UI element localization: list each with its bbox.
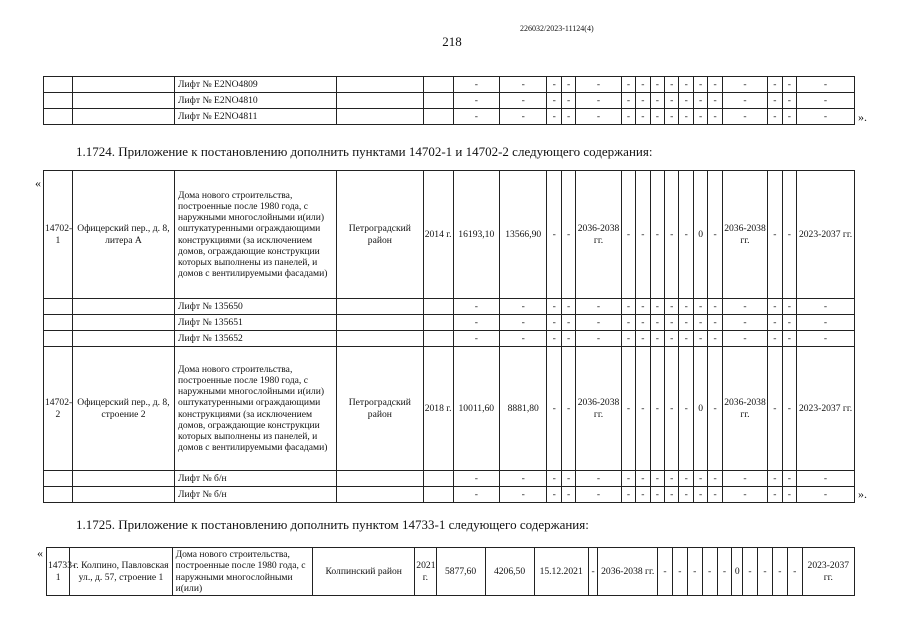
cell-value: - [693, 487, 707, 503]
cell-value: - [636, 93, 650, 109]
cell-value: - [782, 315, 796, 331]
cell-value: - [768, 93, 782, 109]
entry-year: 2021 г. [415, 548, 436, 596]
paragraph-1725: 1.1725. Приложение к постановлению дополнить пунктом 14733-1 следующего содержания: [76, 517, 589, 532]
cell-value: - [621, 77, 635, 93]
cell-value: - [636, 109, 650, 125]
entry-district: Петроградский район [337, 171, 424, 299]
cell-value: - [547, 93, 561, 109]
opening-quote-3: « [37, 546, 43, 560]
entry-row [44, 171, 855, 299]
cell-value: - [650, 471, 664, 487]
cell-empty [423, 109, 453, 125]
cell-value: - [768, 331, 782, 347]
cell-value: - [636, 331, 650, 347]
cell-empty [337, 331, 424, 347]
cell-value: - [547, 299, 561, 315]
cell-value: - [561, 471, 575, 487]
entry-area-living: 4206,50 [485, 548, 534, 596]
lift-name: Лифт № E2NO4811 [175, 109, 337, 125]
entry-number: 14702-1 [44, 171, 73, 299]
cell-value: - [561, 347, 575, 471]
cell-value: - [665, 347, 679, 471]
entry-district: Петроградский район [337, 347, 424, 471]
entry-period: 2023-2037 гг. [797, 347, 855, 471]
entry-period: 2036-2038 гг. [576, 347, 621, 471]
cell-value: - [650, 347, 664, 471]
cell-empty [423, 77, 453, 93]
cell-value: - [679, 315, 693, 331]
cell-value: - [693, 315, 707, 331]
cell-value: - [717, 548, 732, 596]
cell-value: - [576, 109, 621, 125]
cell-empty [72, 331, 174, 347]
cell-value: - [665, 93, 679, 109]
cell-value: - [797, 93, 855, 109]
cell-value: - [650, 77, 664, 93]
cell-value: - [722, 471, 767, 487]
cell-empty [337, 471, 424, 487]
table-main [43, 170, 855, 503]
cell-value: - [782, 347, 796, 471]
cell-value: - [743, 548, 758, 596]
cell-empty [423, 471, 453, 487]
cell-value: - [722, 487, 767, 503]
entry-address: г. Колпино, Павловская ул., д. 57, строение 1 [70, 548, 172, 596]
cell-value: - [636, 315, 650, 331]
cell-value: - [650, 109, 664, 125]
cell-value: - [708, 331, 722, 347]
cell-value: - [768, 347, 782, 471]
cell-value: - [693, 109, 707, 125]
cell-value: - [650, 315, 664, 331]
cell-value: - [782, 77, 796, 93]
cell-value: - [708, 315, 722, 331]
cell-value: - [621, 109, 635, 125]
cell-value: - [702, 548, 717, 596]
entry-address: Офицерский пер., д. 8, литера А [72, 171, 174, 299]
cell-value: - [665, 77, 679, 93]
cell-value: - [453, 299, 499, 315]
document-code: 226032/2023-11124(4) [520, 24, 594, 33]
cell-value: - [722, 331, 767, 347]
cell-empty [72, 315, 174, 331]
cell-value: - [768, 471, 782, 487]
cell-value: - [693, 93, 707, 109]
cell-value: - [679, 471, 693, 487]
entry-district: Колпинский район [313, 548, 415, 596]
entry-description: Дома нового строительства, построенные после 1980 года, с наружными многослойными и(или) оштукатуренными ограждающими конструкциями (за исключением домов, ограждающие конструкции которых выполнены из панелей, и домов с вентилируемыми фасадами) [175, 347, 337, 471]
cell-value: - [547, 109, 561, 125]
cell-value: - [722, 299, 767, 315]
cell-value: - [576, 77, 621, 93]
cell-value: - [782, 471, 796, 487]
cell-value: - [722, 109, 767, 125]
page-number: 218 [442, 34, 462, 49]
cell-value: - [576, 299, 621, 315]
cell-value: - [772, 548, 787, 596]
cell-value: - [708, 471, 722, 487]
cell-value: - [782, 331, 796, 347]
lift-name: Лифт № б/н [175, 487, 337, 503]
cell-empty [423, 331, 453, 347]
entry-number: 14702-2 [44, 347, 73, 471]
entry-area-living: 13566,90 [500, 171, 547, 299]
entry-area-total: 5877,60 [436, 548, 485, 596]
cell-value: - [665, 331, 679, 347]
lift-name: Лифт № 135651 [175, 315, 337, 331]
cell-value: - [679, 487, 693, 503]
cell-empty [72, 77, 174, 93]
cell-value: - [500, 331, 547, 347]
entry-description: Дома нового строительства, построенные после 1980 года, с наружными многослойными и(или) оштукатуренными ограждающими конструкциями (за исключением домов, ограждающие конструкции которых выполнены из панелей, и домов с вентилируемыми фасадами) [175, 171, 337, 299]
lift-name: Лифт № б/н [175, 471, 337, 487]
cell-value: - [708, 487, 722, 503]
table-continuation [43, 76, 855, 125]
cell-empty [72, 471, 174, 487]
entry-description: Дома нового строительства, построенные после 1980 года, с наружными многослойными и(или) [172, 548, 313, 596]
cell-value: - [636, 487, 650, 503]
cell-empty [44, 487, 73, 503]
cell-empty [337, 93, 424, 109]
cell-empty [337, 315, 424, 331]
cell-empty [423, 93, 453, 109]
lift-row [44, 331, 855, 347]
cell-value: 0 [693, 171, 707, 299]
cell-value: - [547, 347, 561, 471]
cell-value: - [665, 171, 679, 299]
cell-value: - [453, 93, 499, 109]
cell-value: - [547, 77, 561, 93]
cell-empty [44, 77, 73, 93]
cell-value: - [708, 171, 722, 299]
entry-year: 2014 г. [423, 171, 453, 299]
table-row [44, 77, 855, 93]
cell-value: - [561, 109, 575, 125]
cell-empty [72, 299, 174, 315]
cell-value: - [797, 109, 855, 125]
cell-value: - [768, 171, 782, 299]
cell-value: - [768, 315, 782, 331]
cell-value: - [687, 548, 702, 596]
cell-value: - [621, 171, 635, 299]
cell-value: - [679, 299, 693, 315]
cell-value: - [636, 171, 650, 299]
cell-value: - [561, 171, 575, 299]
cell-value: - [665, 315, 679, 331]
cell-value: - [797, 471, 855, 487]
cell-empty [337, 299, 424, 315]
cell-value: - [708, 93, 722, 109]
closing-quote: ». [858, 110, 867, 124]
cell-value: - [782, 171, 796, 299]
cell-empty [44, 299, 73, 315]
cell-value: - [722, 77, 767, 93]
cell-value: - [768, 299, 782, 315]
cell-value: - [782, 109, 796, 125]
cell-value: - [708, 77, 722, 93]
cell-value: - [561, 331, 575, 347]
cell-value: - [636, 471, 650, 487]
cell-value: - [665, 299, 679, 315]
cell-value: - [650, 93, 664, 109]
cell-value: - [621, 471, 635, 487]
cell-value: - [782, 299, 796, 315]
cell-value: - [679, 77, 693, 93]
entry-period: 2023-2037 гг. [802, 548, 854, 596]
cell-empty [72, 93, 174, 109]
cell-value: - [621, 331, 635, 347]
cell-value: - [650, 331, 664, 347]
cell-empty [44, 331, 73, 347]
cell-value: - [621, 299, 635, 315]
cell-value: - [797, 487, 855, 503]
cell-empty [72, 487, 174, 503]
paragraph-1724: 1.1724. Приложение к постановлению дополнить пунктами 14702-1 и 14702-2 следующего содержания: [76, 144, 653, 159]
cell-value: - [576, 93, 621, 109]
closing-quote-2: ». [858, 487, 867, 501]
cell-value: - [547, 171, 561, 299]
entry-row [47, 548, 855, 596]
cell-value: - [665, 471, 679, 487]
entry-date: 15.12.2021 [534, 548, 588, 596]
entry-period: 2036-2038 гг. [722, 347, 767, 471]
entry-year: 2018 г. [423, 347, 453, 471]
lift-row [44, 299, 855, 315]
cell-value: - [453, 77, 499, 93]
table-row [44, 109, 855, 125]
cell-value: - [621, 93, 635, 109]
lift-name: Лифт № E2NO4809 [175, 77, 337, 93]
lift-row [44, 471, 855, 487]
cell-value: - [693, 471, 707, 487]
cell-value: - [708, 299, 722, 315]
cell-value: - [547, 487, 561, 503]
cell-value: - [500, 471, 547, 487]
cell-value: - [797, 299, 855, 315]
cell-value: 0 [732, 548, 743, 596]
cell-value: - [693, 77, 707, 93]
cell-value: - [768, 487, 782, 503]
cell-value: - [797, 77, 855, 93]
cell-empty [44, 109, 73, 125]
cell-value: - [636, 347, 650, 471]
cell-value: - [588, 548, 598, 596]
cell-empty [423, 299, 453, 315]
cell-empty [44, 315, 73, 331]
cell-value: - [672, 548, 687, 596]
cell-value: - [797, 315, 855, 331]
cell-value: - [500, 77, 547, 93]
cell-value: - [679, 171, 693, 299]
cell-value: - [722, 93, 767, 109]
cell-empty [423, 487, 453, 503]
table-bottom [46, 547, 855, 596]
entry-area-living: 8881,80 [500, 347, 547, 471]
cell-value: - [650, 171, 664, 299]
cell-value: 0 [693, 347, 707, 471]
entry-row [44, 347, 855, 471]
entry-period: 2023-2037 гг. [797, 171, 855, 299]
cell-value: - [561, 315, 575, 331]
cell-value: - [679, 331, 693, 347]
cell-value: - [621, 487, 635, 503]
cell-value: - [500, 93, 547, 109]
cell-empty [44, 471, 73, 487]
cell-value: - [453, 331, 499, 347]
cell-value: - [797, 331, 855, 347]
cell-value: - [576, 471, 621, 487]
cell-value: - [636, 77, 650, 93]
cell-value: - [561, 77, 575, 93]
cell-value: - [500, 299, 547, 315]
cell-value: - [621, 347, 635, 471]
cell-value: - [665, 487, 679, 503]
cell-value: - [679, 93, 693, 109]
cell-value: - [650, 299, 664, 315]
cell-value: - [547, 471, 561, 487]
cell-value: - [561, 487, 575, 503]
lift-name: Лифт № 135652 [175, 331, 337, 347]
cell-value: - [561, 93, 575, 109]
cell-value: - [679, 109, 693, 125]
lift-name: Лифт № 135650 [175, 299, 337, 315]
entry-number: 14733-1 [47, 548, 70, 596]
cell-value: - [453, 471, 499, 487]
cell-value: - [453, 315, 499, 331]
cell-empty [72, 109, 174, 125]
cell-value: - [500, 109, 547, 125]
cell-value: - [453, 109, 499, 125]
cell-value: - [547, 315, 561, 331]
cell-value: - [636, 299, 650, 315]
lift-row [44, 315, 855, 331]
entry-area-total: 10011,60 [453, 347, 499, 471]
cell-empty [423, 315, 453, 331]
lift-row [44, 487, 855, 503]
cell-value: - [768, 109, 782, 125]
cell-value: - [576, 315, 621, 331]
entry-period: 2036-2038 гг. [722, 171, 767, 299]
table-row [44, 93, 855, 109]
cell-value: - [693, 331, 707, 347]
cell-value: - [576, 331, 621, 347]
lift-name: Лифт № E2NO4810 [175, 93, 337, 109]
entry-area-total: 16193,10 [453, 171, 499, 299]
cell-value: - [500, 315, 547, 331]
cell-value: - [787, 548, 802, 596]
cell-value: - [757, 548, 772, 596]
cell-value: - [782, 487, 796, 503]
cell-value: - [708, 109, 722, 125]
cell-value: - [561, 299, 575, 315]
cell-empty [337, 109, 424, 125]
cell-value: - [453, 487, 499, 503]
entry-address: Офицерский пер., д. 8, строение 2 [72, 347, 174, 471]
cell-value: - [768, 77, 782, 93]
cell-value: - [500, 487, 547, 503]
cell-empty [337, 77, 424, 93]
cell-empty [337, 487, 424, 503]
entry-period: 2036-2038 гг. [576, 171, 621, 299]
cell-empty [44, 93, 73, 109]
cell-value: - [722, 315, 767, 331]
cell-value: - [679, 347, 693, 471]
cell-value: - [650, 487, 664, 503]
cell-value: - [547, 331, 561, 347]
cell-value: - [576, 487, 621, 503]
cell-value: - [657, 548, 672, 596]
cell-value: - [621, 315, 635, 331]
cell-value: - [665, 109, 679, 125]
cell-value: - [693, 299, 707, 315]
opening-quote: « [35, 176, 41, 190]
cell-value: - [782, 93, 796, 109]
entry-period: 2036-2038 гг. [598, 548, 658, 596]
cell-value: - [708, 347, 722, 471]
